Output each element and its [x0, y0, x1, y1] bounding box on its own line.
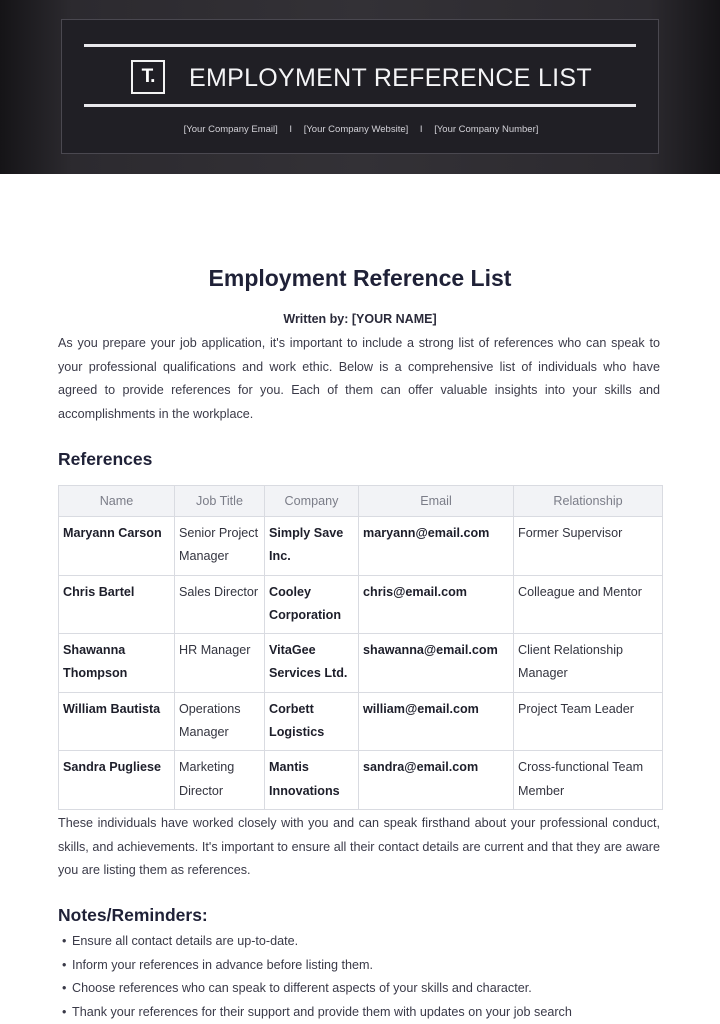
column-header-job-title: Job Title: [175, 486, 265, 517]
table-row: [59, 692, 663, 751]
cell-relationship: Cross-functional Team Member: [514, 751, 663, 810]
company-email: [Your Company Email]: [184, 124, 278, 135]
cell-job-title: Sales Director: [175, 575, 265, 634]
notes-list: [62, 930, 682, 1024]
cell-company: Cooley Corporation: [265, 575, 359, 634]
cell-company: Corbett Logistics: [265, 692, 359, 751]
written-by: Written by: [YOUR NAME]: [0, 312, 720, 326]
note-text: Ensure all contact details are up-to-date.: [72, 934, 298, 948]
cell-email: sandra@email.com: [359, 751, 514, 810]
cell-company: VitaGee Services Ltd.: [265, 634, 359, 693]
company-contact-line: [62, 124, 660, 135]
cell-name: Maryann Carson: [59, 517, 175, 576]
contact-separator: I: [420, 124, 423, 135]
cell-company: Mantis Innovations: [265, 751, 359, 810]
cell-relationship: Client Relationship Manager: [514, 634, 663, 693]
table-row: [59, 634, 663, 693]
cell-email: chris@email.com: [359, 575, 514, 634]
cell-name: Sandra Pugliese: [59, 751, 175, 810]
cell-email: shawanna@email.com: [359, 634, 514, 693]
cell-job-title: Marketing Director: [175, 751, 265, 810]
cell-name: Chris Bartel: [59, 575, 175, 634]
bullet-icon: •: [62, 930, 72, 954]
cell-company: Simply Save Inc.: [265, 517, 359, 576]
cell-relationship: Project Team Leader: [514, 692, 663, 751]
note-text: Thank your references for their support and provide them with updates on your job search: [72, 1005, 572, 1019]
cell-job-title: Operations Manager: [175, 692, 265, 751]
references-heading: References: [58, 449, 152, 470]
notes-heading: Notes/Reminders:: [58, 905, 208, 926]
references-table: [58, 485, 663, 810]
column-header-name: Name: [59, 486, 175, 517]
note-text: Inform your references in advance before listing them.: [72, 958, 373, 972]
table-row: [59, 575, 663, 634]
company-website: [Your Company Website]: [304, 124, 409, 135]
list-item: [62, 1001, 682, 1024]
contact-separator: I: [289, 124, 292, 135]
cell-name: William Bautista: [59, 692, 175, 751]
banner-title: EMPLOYMENT REFERENCE LIST: [189, 64, 592, 93]
outro-paragraph: These individuals have worked closely with you and can speak firsthand about your professional conduct, skills, and achievements. It's important to ensure all their contact details are current and that they are aware you are listing them as references.: [58, 812, 660, 883]
cell-job-title: Senior Project Manager: [175, 517, 265, 576]
header-banner: [0, 0, 720, 174]
column-header-company: Company: [265, 486, 359, 517]
column-header-relationship: Relationship: [514, 486, 663, 517]
intro-paragraph: As you prepare your job application, it's important to include a strong list of references who can speak to your professional qualifications and work ethic. Below is a comprehensive list of individuals who have agreed to provide references for you. Each of them can offer valuable insights into your skills and accomplishments in the workplace.: [58, 332, 660, 426]
table-row: [59, 751, 663, 810]
cell-email: maryann@email.com: [359, 517, 514, 576]
cell-relationship: Former Supervisor: [514, 517, 663, 576]
note-text: Choose references who can speak to different aspects of your skills and character.: [72, 981, 532, 995]
column-header-email: Email: [359, 486, 514, 517]
cell-relationship: Colleague and Mentor: [514, 575, 663, 634]
list-item: [62, 954, 682, 978]
bullet-icon: •: [62, 977, 72, 1001]
table-row: [59, 517, 663, 576]
bullet-icon: •: [62, 954, 72, 978]
cell-email: william@email.com: [359, 692, 514, 751]
bullet-icon: •: [62, 1001, 72, 1024]
list-item: [62, 930, 682, 954]
document-title: Employment Reference List: [0, 265, 720, 292]
table-header-row: [59, 486, 663, 517]
banner-frame: [61, 19, 659, 154]
banner-rule-top: [84, 44, 636, 47]
company-number: [Your Company Number]: [434, 124, 538, 135]
logo-letter: T.: [142, 66, 155, 88]
cell-name: Shawanna Thompson: [59, 634, 175, 693]
company-logo: [131, 60, 165, 94]
cell-job-title: HR Manager: [175, 634, 265, 693]
banner-rule-bottom: [84, 104, 636, 107]
list-item: [62, 977, 682, 1001]
